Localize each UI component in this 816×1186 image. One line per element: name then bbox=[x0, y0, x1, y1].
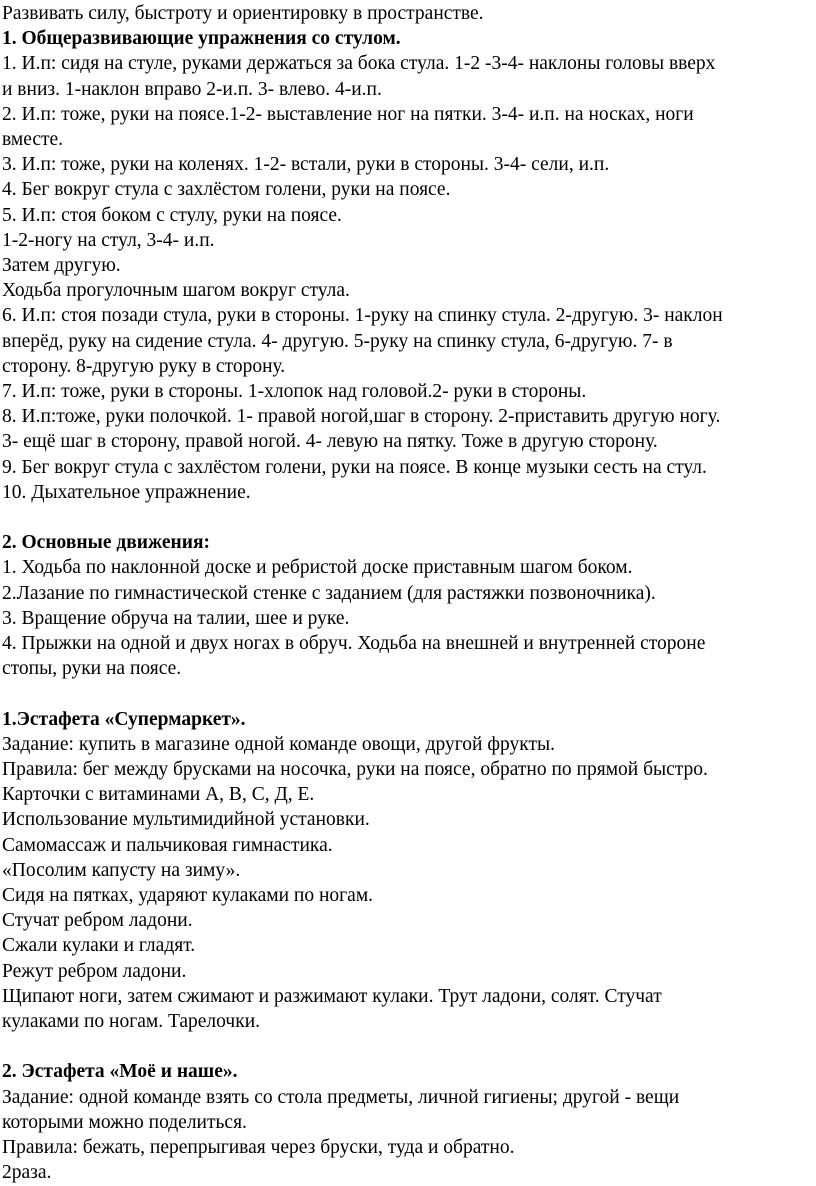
section1-line: и вниз. 1-наклон вправо 2-и.п. 3- влево. 4-и.п. bbox=[2, 78, 382, 100]
section1-line: 8. И.п:тоже, руки полочкой. 1- правой ногой,шаг в сторону. 2-приставить другую ногу. bbox=[2, 406, 721, 428]
section2-heading: 2. Основные движения: bbox=[2, 532, 211, 554]
blank-line bbox=[2, 505, 816, 530]
relay2-line: Правила: бежать, перепрыгивая через бруски, туда и обратно. bbox=[2, 1137, 515, 1159]
relay1-line: Самомассаж и пальчиковая гимнастика. bbox=[2, 834, 333, 856]
section1-line: 5. И.п: стоя боком с стулу, руки на поясе. bbox=[2, 204, 342, 226]
section1-heading: 1. Общеразвивающие упражнения со стулом. bbox=[2, 28, 401, 50]
relay1-line: «Посолим капусту на зиму». bbox=[2, 859, 241, 881]
section1-line: 7. И.п: тоже, руки в стороны. 1-хлопок над головой.2- руки в стороны. bbox=[2, 381, 587, 403]
section1-line: 9. Бег вокруг стула с захлёстом голени, руки на поясе. В конце музыки сесть на стул. bbox=[2, 456, 707, 478]
section1-line: вперёд, руку на сидение стула. 4- другую. 5-руку на спинку стула, 6-другую. 7- в bbox=[2, 330, 673, 352]
section1-line: Затем другую. bbox=[2, 255, 121, 277]
section2-line: 2.Лазание по гимнастической стенке с заданием (для растяжки позвоночника). bbox=[2, 582, 656, 604]
section1-line: вместе. bbox=[2, 129, 64, 151]
relay1-heading: 1.Эстафета «Супермаркет». bbox=[2, 708, 246, 730]
section1-line: сторону. 8-другую руку в сторону. bbox=[2, 355, 286, 377]
relay2-line: которыми можно поделиться. bbox=[2, 1111, 247, 1133]
relay1-line: Правила: бег между брусками на носочка, руки на поясе, обратно по прямой быстро. bbox=[2, 759, 708, 781]
relay1-line: Режут ребром ладони. bbox=[2, 960, 187, 982]
section1-line: 1. И.п: сидя на стуле, руками держаться за бока стула. 1-2 -3-4- наклоны головы вверх bbox=[2, 53, 716, 75]
relay1-line: Сжали кулаки и гладят. bbox=[2, 935, 196, 957]
section1-line: 4. Бег вокруг стула с захлёстом голени, руки на поясе. bbox=[2, 179, 451, 201]
relay1-line: Карточки с витаминами А, В, С, Д, Е. bbox=[2, 784, 315, 806]
section1-line: Ходьба прогулочным шагом вокруг стула. bbox=[2, 280, 350, 302]
section1-line: 3- ещё шаг в сторону, правой ногой. 4- левую на пятку. Тоже в другую сторону. bbox=[2, 431, 658, 453]
relay2-line: 2раза. bbox=[2, 1162, 52, 1184]
blank-line bbox=[2, 681, 816, 706]
relay1-line: Использование мультимидийной установки. bbox=[2, 809, 370, 831]
section2-line: 1. Ходьба по наклонной доске и ребристой доске приставным шагом боком. bbox=[2, 557, 633, 579]
blank-line bbox=[2, 1034, 816, 1059]
relay1-line: Задание: купить в магазине одной команде овощи, другой фрукты. bbox=[2, 733, 555, 755]
section2-line: 4. Прыжки на одной и двух ногах в обруч. Ходьба на внешней и внутренней стороне bbox=[2, 633, 706, 655]
relay1-line: Сидя на пятках, ударяют кулаками по ногам. bbox=[2, 885, 374, 907]
relay1-line: кулаками по ногам. Тарелочки. bbox=[2, 1011, 261, 1033]
section1-line: 1-2-ногу на стул, 3-4- и.п. bbox=[2, 229, 215, 251]
section1-line: 6. И.п: стоя позади стула, руки в стороны. 1-руку на спинку стула. 2-другую. 3- наклон bbox=[2, 305, 723, 327]
section1-line: 10. Дыхательное упражнение. bbox=[2, 481, 251, 503]
relay2-heading: 2. Эстафета «Моё и наше». bbox=[2, 1061, 238, 1083]
section1-line: 2. И.п: тоже, руки на поясе.1-2- выставление ног на пятки. 3-4- и.п. на носках, ноги bbox=[2, 103, 694, 125]
relay2-line: Задание: одной команде взять со стола предметы, личной гигиены; другой - вещи bbox=[2, 1086, 680, 1108]
section2-line: 3. Вращение обруча на талии, шее и руке. bbox=[2, 607, 350, 629]
intro-line: Развивать силу, быстроту и ориентировку в пространстве. bbox=[2, 3, 484, 24]
section2-line: стопы, руки на поясе. bbox=[2, 658, 182, 680]
relay1-line: Стучат ребром ладони. bbox=[2, 910, 193, 932]
section1-line: 3. И.п: тоже, руки на коленях. 1-2- встали, руки в стороны. 3-4- сели, и.п. bbox=[2, 154, 610, 176]
relay1-line: Щипают ноги, затем сжимают и разжимают кулаки. Трут ладони, солят. Стучат bbox=[2, 985, 662, 1007]
